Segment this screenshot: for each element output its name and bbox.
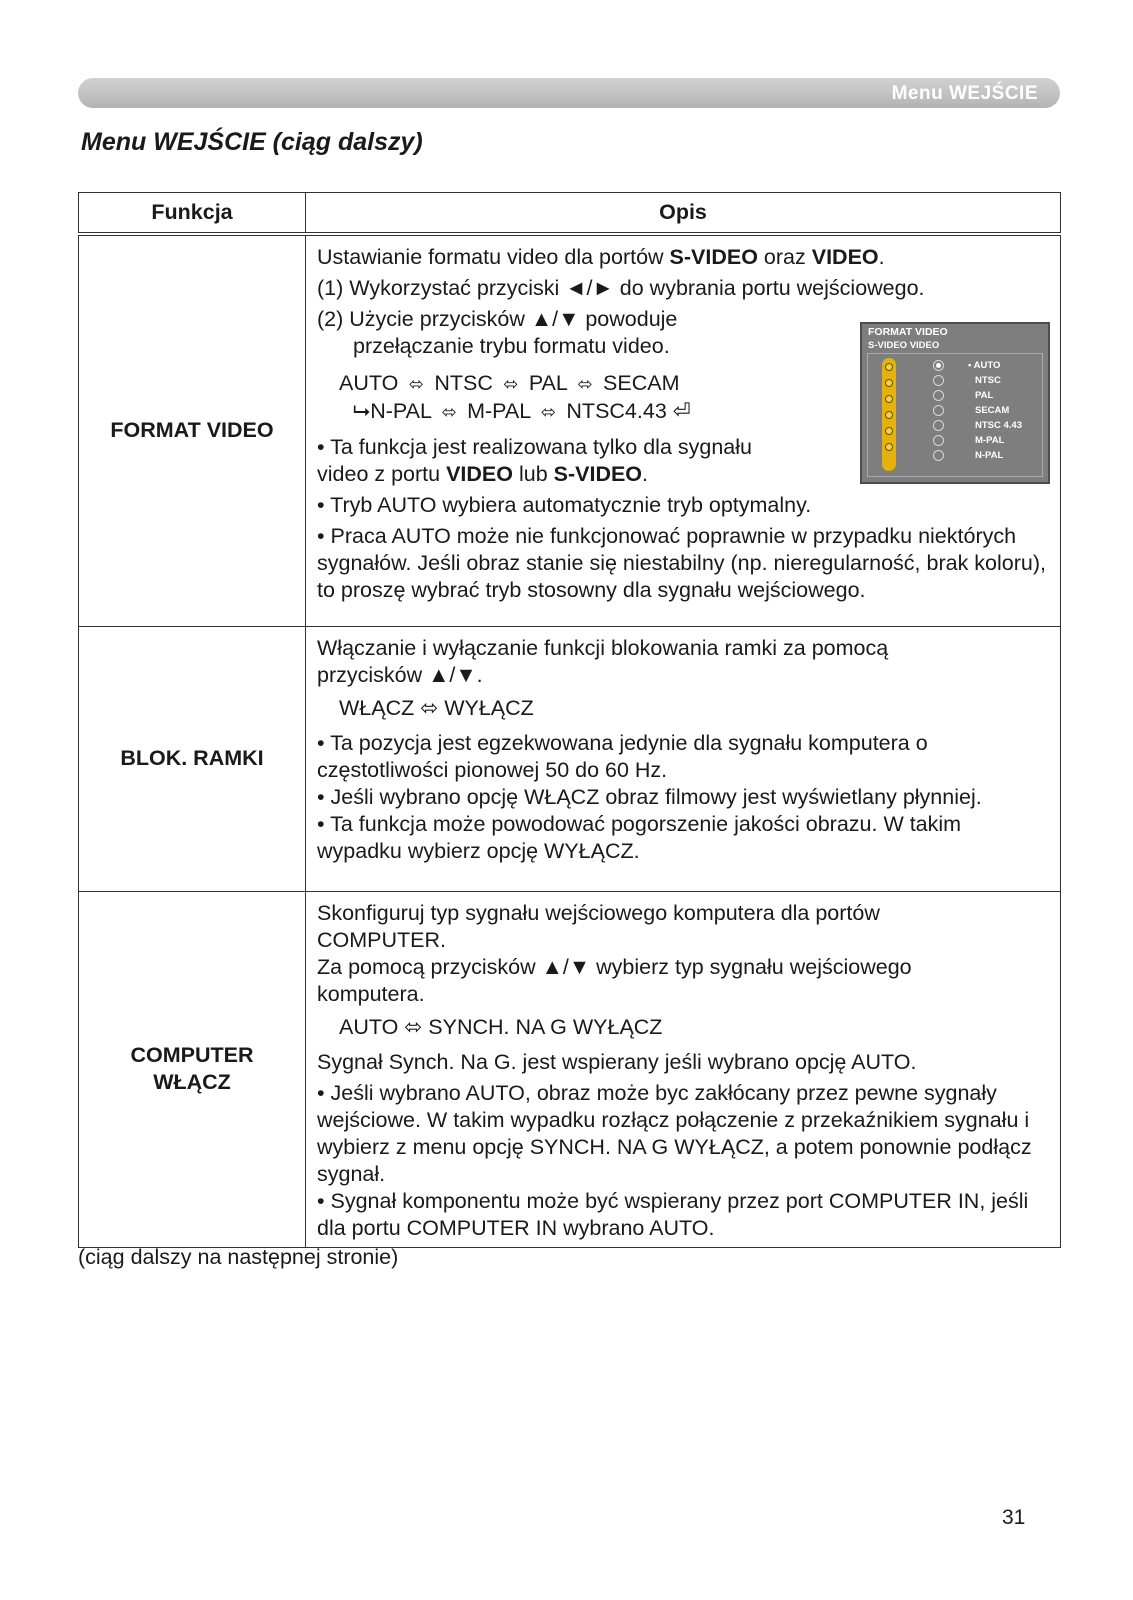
column-header-function: Funkcja xyxy=(79,193,306,235)
section-header-bar xyxy=(78,78,1060,108)
osd-option: PAL xyxy=(975,390,994,401)
format-video-step1: (1) Wykorzystać przyciski ◄/► do wybrania portu wejściowego. xyxy=(317,276,925,300)
bidirectional-arrow-icon: ⬄ xyxy=(503,374,519,394)
osd-option: N-PAL xyxy=(975,450,1004,461)
osd-radio-auto xyxy=(933,360,944,371)
format-video-note3: • Praca AUTO może nie funkcjonować poprawnie w przypadku niektórych sygnałów. Jeśli obraz stanie się niestabilny (np. nieregularność, brak koloru), to proszę wybrać tryb stosowny dla sygnału wejściowego. xyxy=(317,524,1046,602)
bidirectional-arrow-icon: ⬄ xyxy=(408,374,424,394)
format-video-cycle-line2: ⮡N-PAL ⬄ M-PAL ⬄ NTSC4.43 ⏎ xyxy=(317,398,1050,426)
table-row-computer-in xyxy=(79,891,1061,1247)
format-video-cycle-line1: AUTO ⬄ NTSC ⬄ PAL ⬄ SECAM xyxy=(317,370,1050,398)
osd-radio xyxy=(933,420,944,431)
table-row-format-video xyxy=(79,234,1061,626)
osd-radio xyxy=(933,375,944,386)
osd-port-slider xyxy=(882,358,896,471)
return-start-icon: ⮡ xyxy=(353,399,371,423)
format-video-step2: (2) Użycie przycisków ▲/▼ powoduje xyxy=(317,307,678,331)
format-video-intro: Ustawianie formatu video dla portów S-VIDEO oraz VIDEO. xyxy=(317,245,885,269)
continued-note: (ciąg dalszy na następnej stronie) xyxy=(78,1245,399,1269)
bidirectional-arrow-icon: ⬄ xyxy=(540,402,556,422)
menu-table xyxy=(78,192,1061,1248)
computer-in-cycle: AUTO ⬄ SYNCH. NA G WYŁĄCZ xyxy=(339,1014,663,1039)
osd-option: M-PAL xyxy=(975,435,1005,446)
computer-in-note1: • Jeśli wybrano AUTO, obraz może byc zakłócany przez pewne sygnały wejściowe. W takim wypadku rozłącz połączenie z przekaźnikiem sygnału i wybierz z menu opcję SYNCH. NA G WYŁĄCZ, a potem ponownie podłącz sygnał. xyxy=(317,1080,1032,1186)
frame-lock-note2: • Jeśli wybrano opcję WŁĄCZ obraz filmowy jest wyświetlany płynniej. xyxy=(317,784,982,809)
osd-option: SECAM xyxy=(975,405,1010,416)
frame-lock-cycle: WŁĄCZ ⬄ WYŁĄCZ xyxy=(339,695,534,720)
function-computer-in-line1: COMPUTER xyxy=(130,1043,254,1067)
frame-lock-intro: Włączanie i wyłączanie funkcji blokowania ramki za pomocą przycisków ▲/▼. xyxy=(317,635,889,687)
format-video-osd-screenshot xyxy=(860,322,1050,484)
osd-title: FORMAT VIDEO xyxy=(868,326,948,338)
osd-option: NTSC 4.43 xyxy=(975,420,1022,431)
format-video-step2-cont: przełączanie trybu formatu video. xyxy=(353,334,670,358)
osd-panel xyxy=(867,353,1043,477)
format-video-note1-cont: video z portu VIDEO lub S-VIDEO. xyxy=(317,462,649,486)
frame-lock-note1: • Ta pozycja jest egzekwowana jedynie dla sygnału komputera o częstotliwości pionowej 50 do 60 Hz. xyxy=(317,730,928,782)
osd-radio xyxy=(933,390,944,401)
table-row-frame-lock xyxy=(79,626,1061,891)
computer-in-sync-note: Sygnał Synch. Na G. jest wspierany jeśli wybrano opcję AUTO. xyxy=(317,1049,917,1074)
osd-ports: S-VIDEO VIDEO xyxy=(868,340,940,351)
format-video-note1: • Ta funkcja jest realizowana tylko dla sygnału xyxy=(317,435,752,459)
description-format-video xyxy=(306,234,1061,626)
computer-in-note2: • Sygnał komponentu może być wspierany przez port COMPUTER IN, jeśli dla portu COMPUTER IN wybrano AUTO. xyxy=(317,1188,1029,1240)
osd-radio xyxy=(933,405,944,416)
bidirectional-arrow-icon: ⬄ xyxy=(441,402,457,422)
function-format-video: FORMAT VIDEO xyxy=(79,234,306,626)
column-header-description: Opis xyxy=(306,193,1061,235)
computer-in-intro2: Za pomocą przycisków ▲/▼ wybierz typ sygnału wejściowego komputera. xyxy=(317,954,912,1006)
osd-radio xyxy=(933,435,944,446)
description-frame-lock xyxy=(306,626,1061,891)
osd-radio xyxy=(933,450,944,461)
function-computer-in-line2: WŁĄCZ xyxy=(153,1070,231,1094)
section-header-label: Menu WEJŚCIE xyxy=(891,83,1038,104)
frame-lock-note3: • Ta funkcja może powodować pogorszenie jakości obrazu. W takim wypadku wybierz opcję WYŁĄCZ. xyxy=(317,811,962,863)
computer-in-intro1: Skonfiguruj typ sygnału wejściowego komputera dla portów COMPUTER. xyxy=(317,900,880,952)
return-end-icon: ⏎ xyxy=(672,399,691,423)
table-header-row xyxy=(79,193,1061,235)
bidirectional-arrow-icon: ⬄ xyxy=(577,374,593,394)
description-computer-in xyxy=(306,891,1061,1247)
osd-option: NTSC xyxy=(975,375,1001,386)
page-title: Menu WEJŚCIE (ciąg dalszy) xyxy=(81,128,423,156)
page-number: 31 xyxy=(1002,1506,1026,1529)
function-computer-in xyxy=(79,891,306,1247)
function-frame-lock: BLOK. RAMKI xyxy=(79,626,306,891)
format-video-note2: • Tryb AUTO wybiera automatycznie tryb optymalny. xyxy=(317,493,812,517)
osd-option: • AUTO xyxy=(968,360,1001,371)
